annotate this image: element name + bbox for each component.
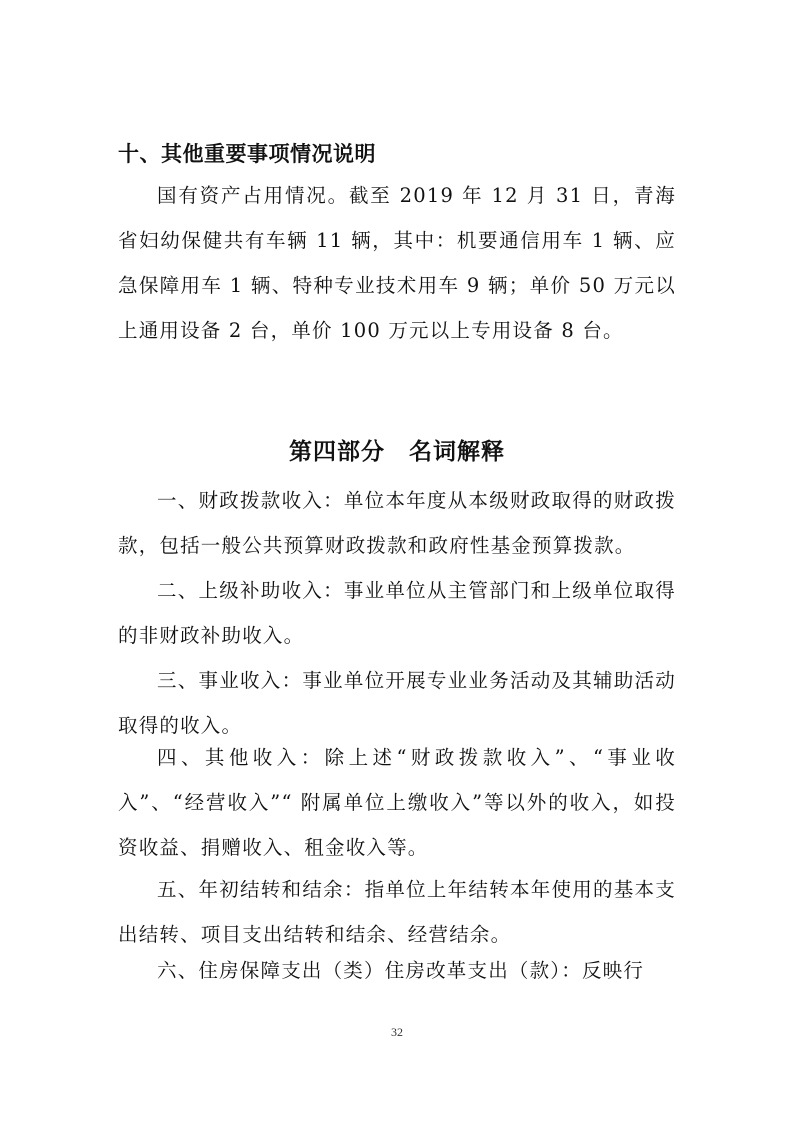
page-number: 32 [391, 1025, 403, 1039]
term-paragraph-1: 一、财政拨款收入：单位本年度从本级财政取得的财政拨款，包括一般公共预算财政拨款和政府性基金预算拨款。 [118, 489, 676, 557]
part-heading: 第四部分 名词解释 [289, 439, 505, 465]
term-paragraph-2: 二、上级补助收入：事业单位从主管部门和上级单位取得的非财政补助收入。 [118, 579, 676, 647]
term-paragraph-6: 六、住房保障支出（类）住房改革支出（款）：反映行 [157, 959, 645, 982]
section-body-paragraph: 国有资产占用情况。截至 2019 年 12 月 31 日，青海省妇幼保健共有车辆 11 辆，其中：机要通信用车 1 辆、应急保障用车 1 辆、特种专业技术用车 9 辆；单价 50 万元以上通用设备 2 台，单价 100 万元以上专用设备 8 台。 [118, 184, 676, 342]
term-paragraph-3: 三、事业收入：事业单位开展专业业务活动及其辅助活动取得的收入。 [118, 669, 676, 737]
term-paragraph-4: 四、其他收入：除上述“财政拨款收入”、“事业收入”、“经营收入”“ 附属单位上缴收入”等以外的收入，如投资收益、捐赠收入、租金收入等。 [118, 746, 676, 859]
section-heading: 十、其他重要事项情况说明 [118, 142, 376, 166]
term-paragraph-5: 五、年初结转和结余：指单位上年结转本年使用的基本支出结转、项目支出结转和结余、经营结余。 [118, 878, 676, 946]
